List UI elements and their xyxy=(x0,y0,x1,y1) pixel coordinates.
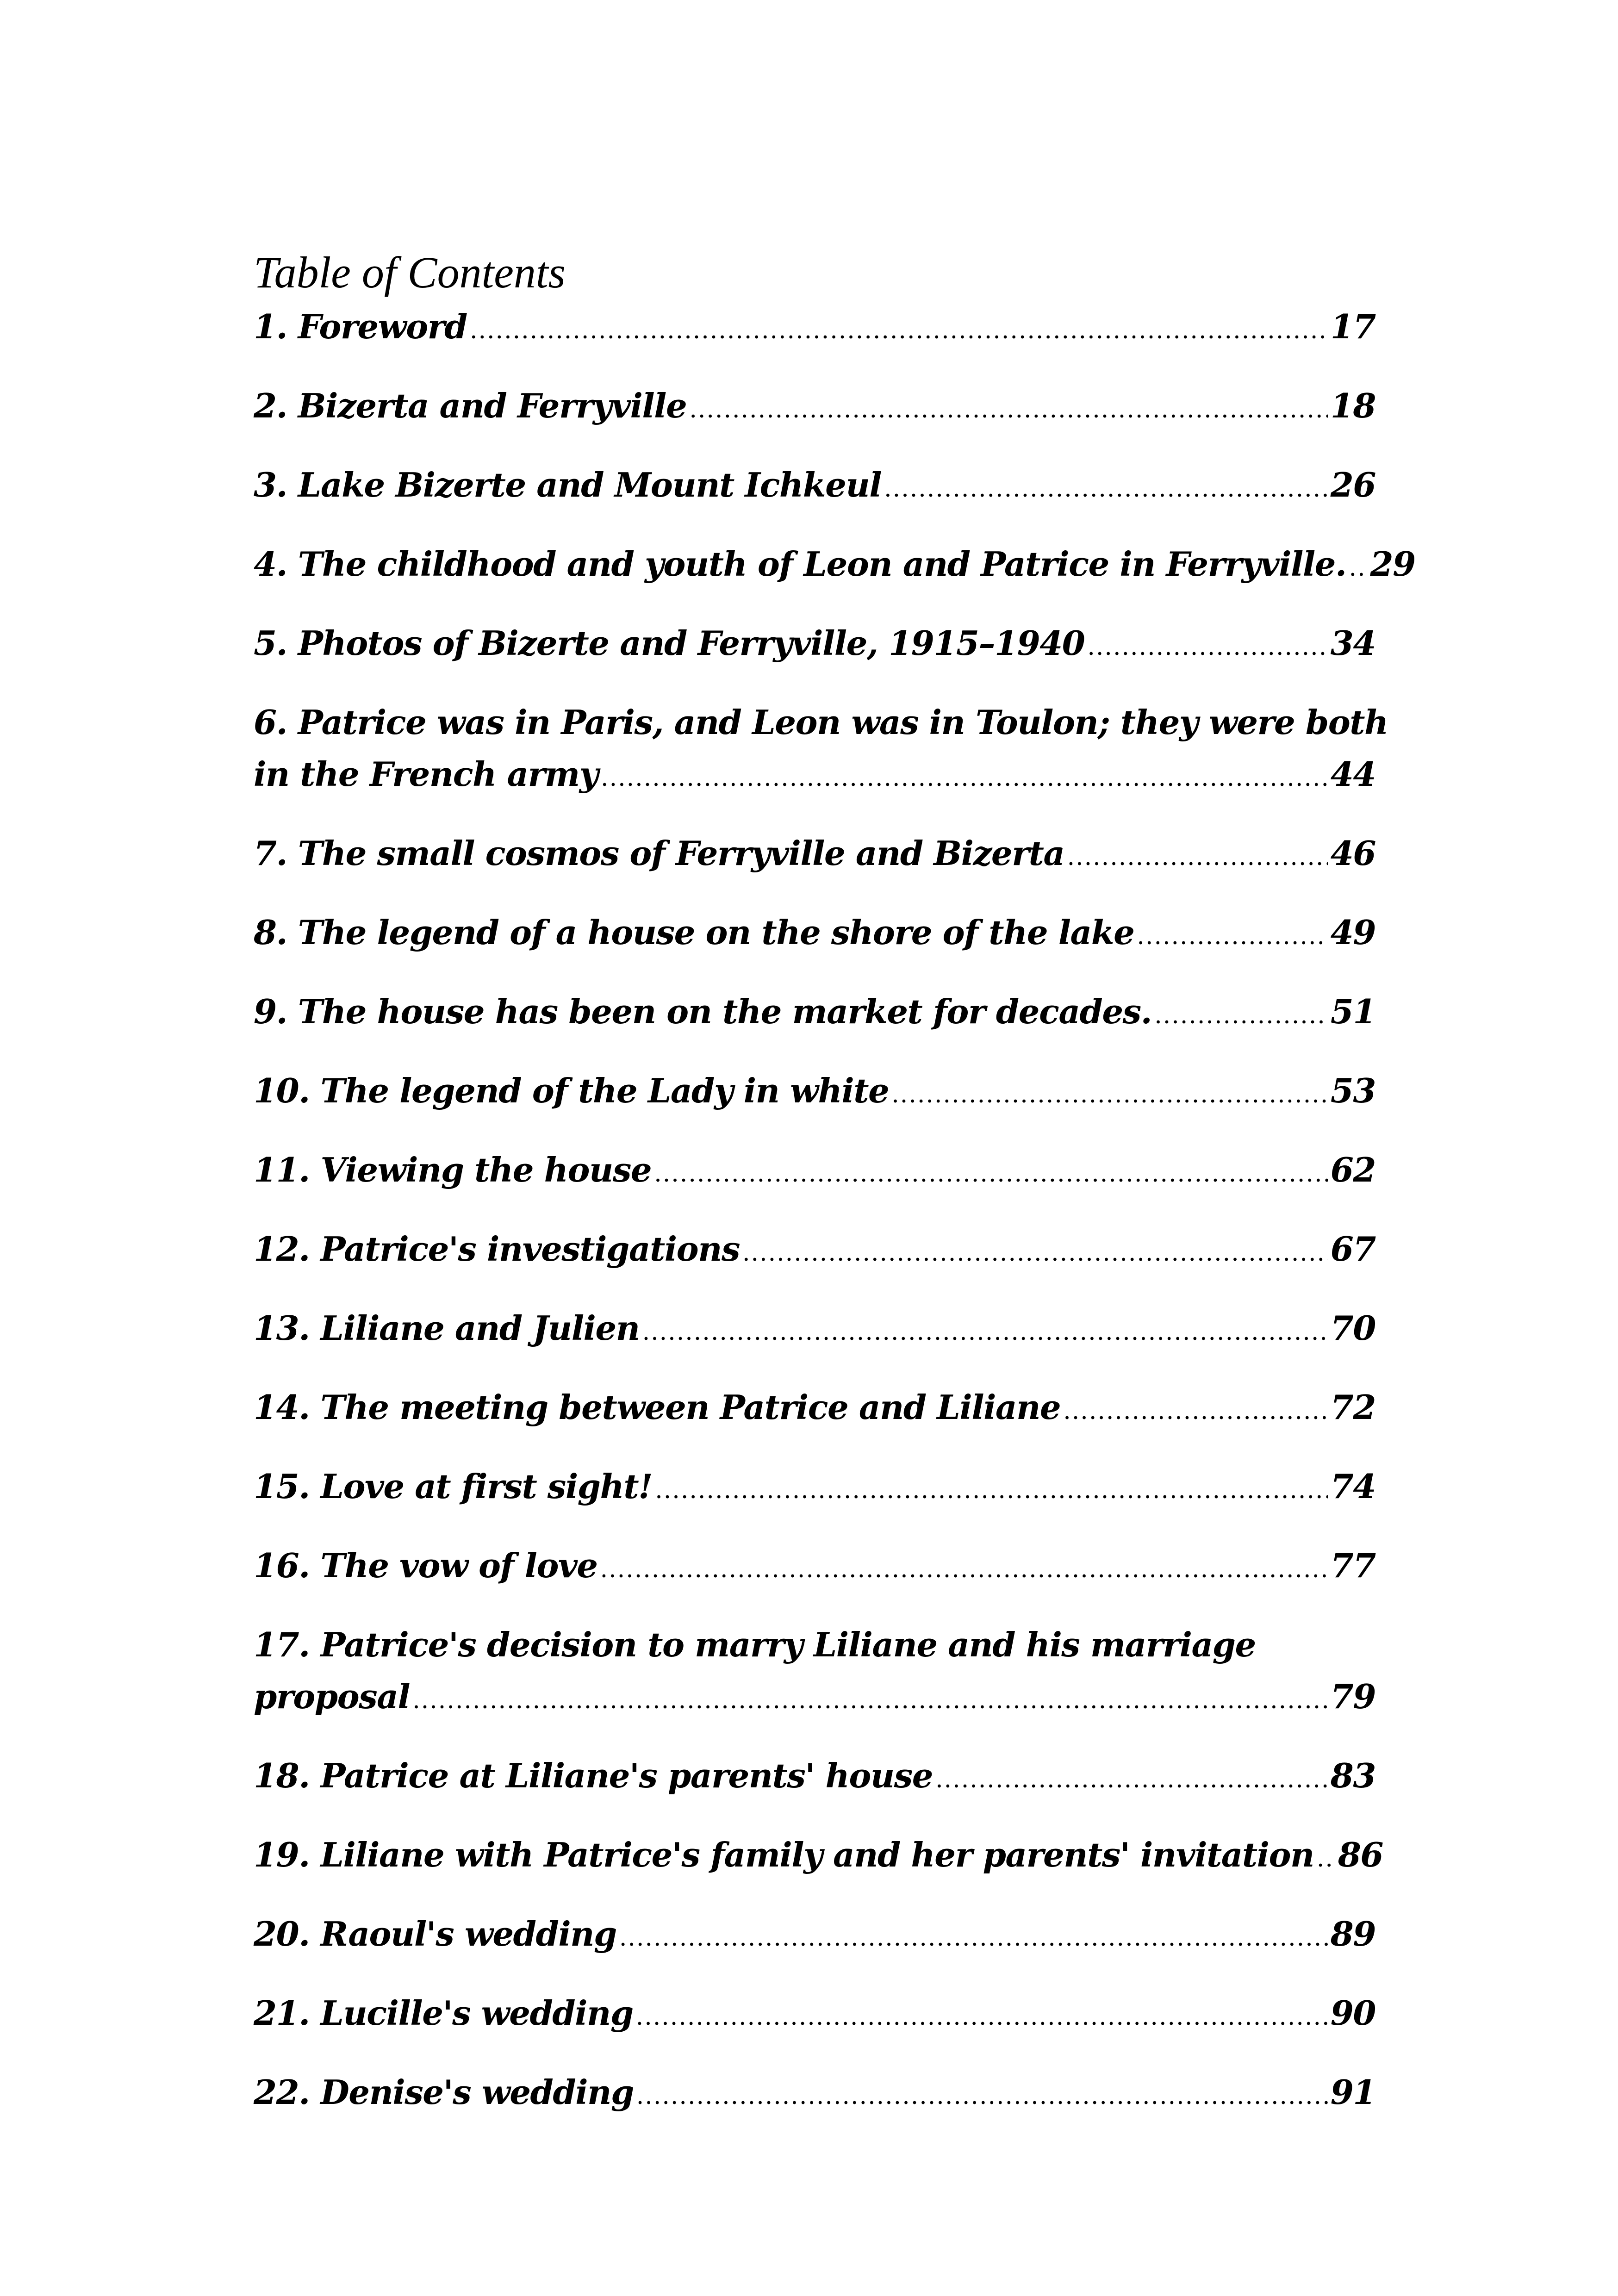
toc-page-number: 83 xyxy=(1330,1756,1375,1795)
toc-leader-dots xyxy=(619,1908,1328,1964)
toc-entry[interactable] xyxy=(254,1908,1375,1964)
toc-leader-dots xyxy=(1137,907,1327,962)
toc-entry-title: 2. Bizerta and Ferryville xyxy=(254,386,687,425)
toc-page-number: 51 xyxy=(1330,992,1375,1031)
toc-entry-title: 11. Viewing the house xyxy=(254,1150,652,1189)
toc-leader-dots xyxy=(636,2066,1328,2122)
toc-entry-title: 4. The childhood and youth of Leon and Patrice in Ferryville. xyxy=(254,544,1346,584)
toc-entry[interactable] xyxy=(254,1065,1375,1120)
toc-leader-dots xyxy=(654,1144,1328,1200)
toc-entry[interactable] xyxy=(254,380,1375,436)
toc-entry[interactable] xyxy=(254,697,1388,804)
toc-entry-title: 22. Denise's wedding xyxy=(254,2072,634,2112)
toc-page-number: 34 xyxy=(1330,623,1375,663)
toc-page-number: 18 xyxy=(1330,386,1375,425)
toc-entry[interactable] xyxy=(254,828,1375,883)
toc-heading: Table of Contents xyxy=(254,248,566,298)
toc-leader-dots xyxy=(642,1302,1328,1358)
toc-leader-dots xyxy=(935,1750,1328,1805)
toc-page-number: 91 xyxy=(1330,2072,1375,2112)
toc-entry-title: 14. The meeting between Patrice and Liliane xyxy=(254,1388,1061,1427)
toc-page-number: 29 xyxy=(1370,544,1415,584)
toc-entry-title: 12. Patrice's investigations xyxy=(254,1229,740,1269)
toc-leader-dots xyxy=(1067,828,1328,883)
toc-entry-title: 3. Lake Bizerte and Mount Ichkeul xyxy=(254,465,882,504)
toc-leader-dots xyxy=(689,380,1327,436)
toc-entry-title-line-1: 6. Patrice was in Paris, and Leon was in Toulon; they were both xyxy=(254,703,1388,742)
toc-leader-dots xyxy=(470,301,1328,356)
toc-page-number: 89 xyxy=(1330,1914,1375,1954)
toc-entry[interactable] xyxy=(254,1381,1375,1437)
toc-entry[interactable] xyxy=(254,301,1375,356)
toc-page-number: 62 xyxy=(1330,1150,1375,1189)
toc-page-number: 67 xyxy=(1330,1229,1375,1269)
toc-page-number: 26 xyxy=(1330,465,1375,504)
toc-leader-dots xyxy=(412,1671,1328,1726)
toc-entry-title: 7. The small cosmos of Ferryville and Bizerta xyxy=(254,834,1064,873)
toc-entry-title: 20. Raoul's wedding xyxy=(254,1914,616,1954)
toc-entry-title: 8. The legend of a house on the shore of the lake xyxy=(254,913,1134,952)
toc-entry-title: 15. Love at first sight! xyxy=(254,1467,653,1506)
toc-entry-title: 16. The vow of love xyxy=(254,1546,597,1585)
toc-leader-dots xyxy=(1317,1829,1335,1885)
toc-entry[interactable] xyxy=(254,1829,1383,1885)
toc-page-number: 70 xyxy=(1330,1308,1375,1348)
toc-leader-dots xyxy=(742,1223,1328,1279)
toc-entry[interactable] xyxy=(254,617,1375,673)
toc-entry[interactable] xyxy=(254,2066,1375,2122)
toc-page-number: 46 xyxy=(1330,834,1375,873)
toc-page-number: 86 xyxy=(1338,1835,1383,1874)
toc-entry-title: 18. Patrice at Liliane's parents' house xyxy=(254,1756,933,1795)
toc-page-number: 17 xyxy=(1330,307,1375,346)
toc-list xyxy=(254,301,1415,2146)
toc-page-number: 90 xyxy=(1330,1993,1375,2033)
toc-entry[interactable] xyxy=(254,986,1375,1041)
toc-entry[interactable] xyxy=(254,907,1375,962)
toc-entry-title: 10. The legend of the Lady in white xyxy=(254,1071,889,1110)
toc-entry-title: 5. Photos of Bizerte and Ferryville, 1915–1940 xyxy=(254,623,1085,663)
toc-page-number: 72 xyxy=(1330,1388,1375,1427)
toc-leader-dots xyxy=(601,748,1328,804)
toc-page-number: 53 xyxy=(1330,1071,1375,1110)
toc-entry[interactable] xyxy=(254,1750,1375,1805)
toc-leader-dots xyxy=(1349,538,1368,594)
toc-entry[interactable] xyxy=(254,1619,1375,1726)
toc-page-number: 77 xyxy=(1330,1546,1375,1585)
toc-page-number: 49 xyxy=(1330,913,1375,952)
toc-leader-dots xyxy=(884,459,1328,515)
toc-page-number: 44 xyxy=(1330,754,1375,794)
toc-entry[interactable] xyxy=(254,1223,1375,1279)
toc-entry[interactable] xyxy=(254,1987,1375,2043)
toc-entry-title: 9. The house has been on the market for decades. xyxy=(254,992,1152,1031)
toc-leader-dots xyxy=(891,1065,1328,1120)
toc-leader-dots xyxy=(1154,986,1328,1041)
toc-entry-title: 21. Lucille's wedding xyxy=(254,1993,633,2033)
toc-entry[interactable] xyxy=(254,1540,1375,1595)
toc-entry-title: 19. Liliane with Patrice's family and her parents' invitation xyxy=(254,1835,1314,1874)
toc-entry-title-line-1: 17. Patrice's decision to marry Liliane and his marriage xyxy=(254,1625,1256,1664)
toc-entry-title: in the French army xyxy=(254,754,598,794)
toc-leader-dots xyxy=(1087,617,1327,673)
toc-entry[interactable] xyxy=(254,459,1375,515)
toc-entry[interactable] xyxy=(254,1302,1375,1358)
toc-page-number: 79 xyxy=(1330,1677,1375,1716)
toc-entry-title: 1. Foreword xyxy=(254,307,467,346)
toc-entry[interactable] xyxy=(254,1144,1375,1200)
toc-leader-dots xyxy=(600,1540,1328,1595)
toc-page-number: 74 xyxy=(1330,1467,1375,1506)
toc-leader-dots xyxy=(636,1987,1328,2043)
toc-entry-title: 13. Liliane and Julien xyxy=(254,1308,640,1348)
toc-entry[interactable] xyxy=(254,1461,1375,1516)
toc-leader-dots xyxy=(655,1461,1328,1516)
toc-leader-dots xyxy=(1063,1381,1328,1437)
toc-entry-title: proposal xyxy=(254,1677,410,1716)
toc-entry[interactable] xyxy=(254,538,1415,594)
